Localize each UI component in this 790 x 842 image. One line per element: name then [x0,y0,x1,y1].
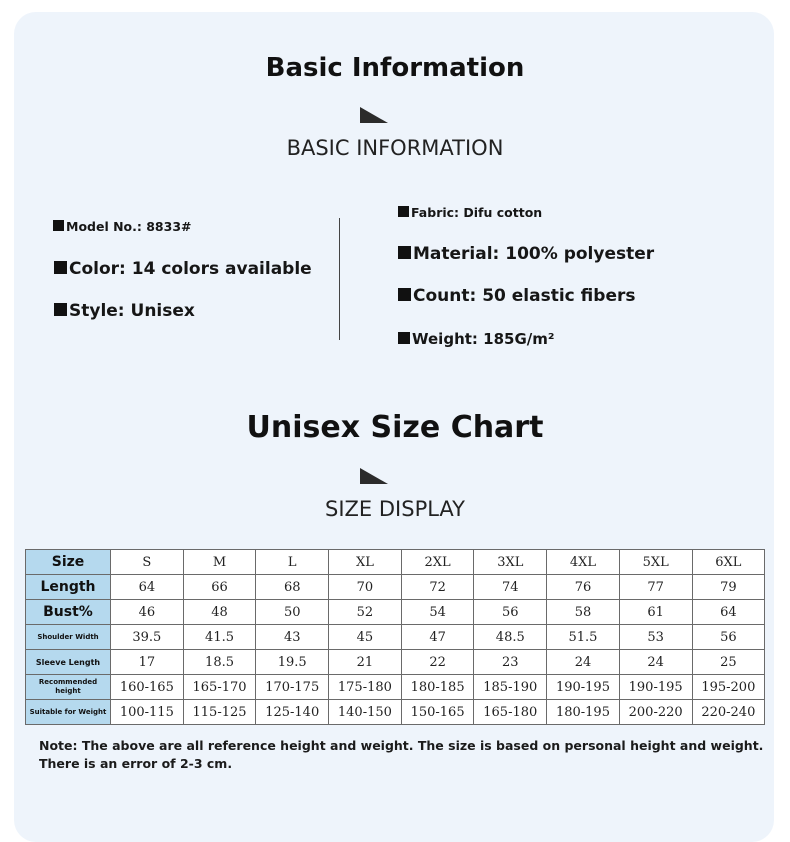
table-cell: 66 [183,575,256,600]
table-cell: 54 [401,600,474,625]
table-cell: 5XL [619,550,692,575]
table-cell: 125-140 [256,700,329,725]
table-cell: 39.5 [111,625,184,650]
size-chart-subtitle: SIZE DISPLAY [325,497,465,521]
bullet-square-icon [398,206,409,217]
table-cell: 77 [619,575,692,600]
table-row-recommended-height [26,675,765,700]
table-cell: 3XL [474,550,547,575]
table-row-shoulder-width [26,625,765,650]
bullet-square-icon [398,288,411,301]
table-cell: 58 [547,600,620,625]
basic-info-title: Basic Information [265,53,525,83]
table-cell: 48.5 [474,625,547,650]
table-cell: 25 [692,650,765,675]
bullet-square-icon [54,261,67,274]
table-cell: 56 [692,625,765,650]
table-cell: 150-165 [401,700,474,725]
style-info [54,301,195,321]
table-cell: 200-220 [619,700,692,725]
table-cell: 24 [619,650,692,675]
table-cell: 17 [111,650,184,675]
table-cell: 48 [183,600,256,625]
count-info [398,286,635,306]
bullet-square-icon [398,246,411,259]
table-cell: M [183,550,256,575]
row-header-size: Size [26,550,111,575]
table-cell: 70 [329,575,402,600]
table-cell: 170-175 [256,675,329,700]
count-info-text: Count: 50 elastic fibers [413,286,636,306]
table-cell: 46 [111,600,184,625]
row-header-recommended-height: Recommended height [26,675,111,700]
style-info-text: Style: Unisex [69,301,195,321]
table-cell: 68 [256,575,329,600]
table-cell: 74 [474,575,547,600]
table-cell: 22 [401,650,474,675]
row-header-bust: Bust% [26,600,111,625]
color-info [54,259,312,279]
row-header-shoulder-width: Shoulder Width [26,625,111,650]
table-cell: 190-195 [547,675,620,700]
table-cell: 4XL [547,550,620,575]
table-row-length [26,575,765,600]
table-cell: 23 [474,650,547,675]
table-cell: 180-185 [401,675,474,700]
table-cell: 160-165 [111,675,184,700]
table-cell: 185-190 [474,675,547,700]
table-row-size [26,550,765,575]
table-cell: 76 [547,575,620,600]
row-header-suitable-weight: Suitable for Weight [26,700,111,725]
table-cell: 50 [256,600,329,625]
table-cell: 64 [111,575,184,600]
table-cell: 24 [547,650,620,675]
table-cell: 51.5 [547,625,620,650]
model-number [53,219,192,234]
triangle-marker-icon [360,468,388,484]
table-cell: 53 [619,625,692,650]
size-table [25,549,765,725]
fabric-info [398,205,542,220]
size-note: Note: The above are all reference height and weight. The size is based on personal height and weight. There is an error of 2-3 cm. [39,738,764,771]
bullet-square-icon [54,303,67,316]
table-cell: 47 [401,625,474,650]
table-cell: 72 [401,575,474,600]
table-cell: 165-180 [474,700,547,725]
table-cell: 6XL [692,550,765,575]
table-cell: 41.5 [183,625,256,650]
table-cell: 140-150 [329,700,402,725]
color-info-text: Color: 14 colors available [69,259,312,279]
fabric-info-text: Fabric: Difu cotton [411,205,543,220]
bullet-square-icon [398,332,410,344]
size-chart-title: Unisex Size Chart [246,410,544,445]
table-row-suitable-weight [26,700,765,725]
table-cell: 45 [329,625,402,650]
size-table-body [26,550,765,725]
table-cell: 52 [329,600,402,625]
table-cell: 180-195 [547,700,620,725]
table-cell: 61 [619,600,692,625]
row-header-length: Length [26,575,111,600]
table-cell: 190-195 [619,675,692,700]
table-cell: 115-125 [183,700,256,725]
table-row-bust [26,600,765,625]
table-cell: 18.5 [183,650,256,675]
material-info [398,244,654,264]
weight-info-text: Weight: 185G/m² [412,330,555,348]
table-row-sleeve-length [26,650,765,675]
table-cell: 56 [474,600,547,625]
table-cell: 79 [692,575,765,600]
table-cell: 220-240 [692,700,765,725]
table-cell: L [256,550,329,575]
table-cell: S [111,550,184,575]
table-cell: 2XL [401,550,474,575]
column-divider [339,218,340,340]
table-cell: 165-170 [183,675,256,700]
table-cell: 100-115 [111,700,184,725]
table-cell: 43 [256,625,329,650]
table-cell: 19.5 [256,650,329,675]
table-cell: 175-180 [329,675,402,700]
weight-info [398,330,554,348]
table-cell: XL [329,550,402,575]
triangle-marker-icon [360,107,388,123]
material-info-text: Material: 100% polyester [413,244,655,264]
table-cell: 21 [329,650,402,675]
table-cell: 195-200 [692,675,765,700]
row-header-sleeve-length: Sleeve Length [26,650,111,675]
table-cell: 64 [692,600,765,625]
basic-info-subtitle: BASIC INFORMATION [286,136,504,160]
model-number-text: Model No.: 8833# [66,219,192,234]
bullet-square-icon [53,220,64,231]
